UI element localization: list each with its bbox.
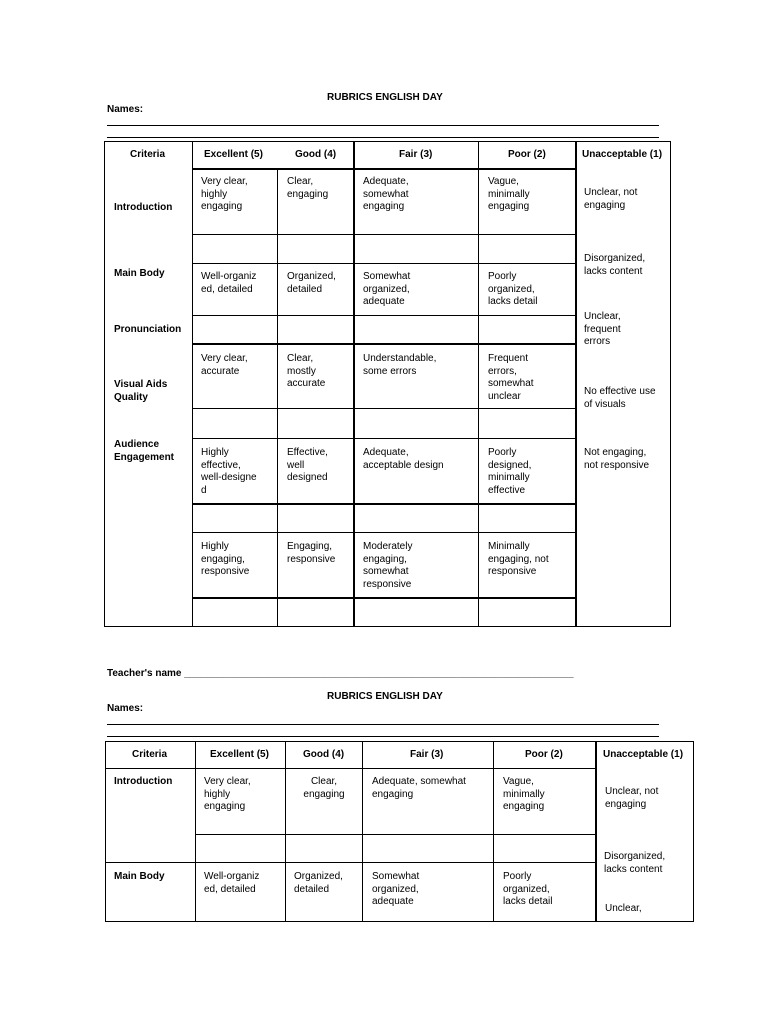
cell-text: Organized, detailed (294, 871, 343, 895)
criteria-pronunciation: Pronunciation (114, 324, 182, 335)
unacceptable-text: No effective use of visuals (584, 386, 656, 410)
teacher-name-label: Teacher's name ______________________________________________________________________ (107, 668, 574, 679)
unacceptable-text: Unclear, frequent errors (584, 311, 621, 347)
cell-text: Clear, mostly accurate (287, 353, 326, 389)
unacceptable-text: Disorganized, lacks content (584, 253, 646, 277)
names-label: Names: (107, 104, 144, 115)
cell-text: Very clear, highly engaging (201, 176, 248, 212)
row-divider (192, 438, 576, 439)
criteria-main-body: Main Body (114, 871, 165, 882)
rubric-title: RUBRICS ENGLISH DAY (327, 691, 443, 702)
unacceptable-text: Not engaging, not responsive (584, 447, 650, 471)
row-divider (192, 408, 576, 409)
unacceptable-text: Unclear, not engaging (584, 187, 638, 211)
row-divider (192, 315, 576, 316)
unacceptable-text: Unclear, (605, 903, 642, 914)
header-poor: Poor (2) (508, 149, 546, 160)
cell-text: Very clear, highly engaging (204, 776, 251, 812)
criteria-introduction: Introduction (114, 202, 173, 213)
unacceptable-text: Unclear, not engaging (605, 786, 659, 810)
row-divider (192, 263, 576, 264)
column-divider (595, 741, 597, 921)
row-divider (192, 168, 576, 170)
header-excellent: Excellent (5) (210, 749, 269, 760)
cell-text: Clear, engaging (303, 776, 345, 800)
table-border-top (105, 741, 694, 742)
row-divider (105, 768, 595, 769)
cell-text: Organized, detailed (287, 271, 336, 295)
cell-text: Effective, well designed (287, 447, 328, 483)
column-divider (478, 141, 479, 626)
cell-text: Understandable, some errors (363, 353, 437, 377)
row-divider (192, 343, 576, 345)
cell-text: Poorly designed, minimally effective (488, 447, 532, 496)
row-divider (195, 834, 595, 835)
cell-text: Well-organiz ed, detailed (201, 271, 257, 295)
cell-text: Poorly organized, lacks detail (503, 871, 553, 907)
names-line (107, 125, 659, 126)
rubric-title: RUBRICS ENGLISH DAY (327, 92, 443, 103)
header-fair: Fair (3) (399, 149, 433, 160)
cell-text: Highly engaging, responsive (201, 541, 250, 577)
table-border-top (104, 141, 671, 142)
row-divider (192, 597, 576, 599)
cell-text: Vague, minimally engaging (503, 776, 545, 812)
header-criteria: Criteria (130, 149, 166, 160)
cell-text: Somewhat organized, adequate (372, 871, 420, 907)
criteria-main-body: Main Body (114, 268, 165, 279)
row-divider (192, 234, 576, 235)
cell-text: Poorly organized, lacks detail (488, 271, 538, 307)
header-unacceptable: Unacceptable (1) (603, 749, 684, 760)
column-divider (575, 141, 577, 626)
row-divider (192, 532, 576, 533)
header-poor: Poor (2) (525, 749, 563, 760)
header-excellent: Excellent (5) (204, 149, 263, 160)
criteria-introduction: Introduction (114, 776, 173, 787)
table-border-right (693, 741, 694, 921)
cell-text: Minimally engaging, not responsive (488, 541, 549, 577)
criteria-visual-aids: Visual Aids Quality (114, 379, 168, 403)
row-divider (105, 862, 595, 863)
cell-text: Clear, engaging (287, 176, 329, 200)
table-border-bottom (105, 921, 694, 922)
cell-text: Frequent errors, somewhat unclear (488, 353, 534, 402)
header-fair: Fair (3) (410, 749, 444, 760)
table-border-left (104, 141, 105, 626)
cell-text: Adequate, somewhat engaging (363, 176, 409, 212)
header-criteria: Criteria (132, 749, 168, 760)
cell-text: Engaging, responsive (287, 541, 336, 565)
table-border-right (670, 141, 671, 626)
cell-text: Vague, minimally engaging (488, 176, 530, 212)
column-divider (353, 141, 355, 626)
table-border-bottom (104, 626, 671, 627)
column-divider (277, 168, 278, 626)
cell-text: Highly effective, well-designe d (201, 447, 257, 496)
names-line (107, 724, 659, 725)
cell-text: Well-organiz ed, detailed (204, 871, 260, 895)
header-good: Good (4) (295, 149, 337, 160)
names-label: Names: (107, 703, 144, 714)
cell-text: Adequate, somewhat engaging (372, 776, 466, 800)
row-divider (192, 503, 576, 505)
header-unacceptable: Unacceptable (1) (582, 149, 663, 160)
cell-text: Adequate, acceptable design (363, 447, 444, 471)
cell-text: Somewhat organized, adequate (363, 271, 411, 307)
names-line (107, 736, 659, 737)
column-divider (192, 141, 193, 626)
cell-text: Very clear, accurate (201, 353, 248, 377)
header-good: Good (4) (303, 749, 345, 760)
criteria-audience: Audience Engagement (114, 439, 175, 463)
unacceptable-text: Disorganized, lacks content (604, 851, 666, 875)
names-line (107, 137, 659, 138)
cell-text: Moderately engaging, somewhat responsive (363, 541, 413, 590)
